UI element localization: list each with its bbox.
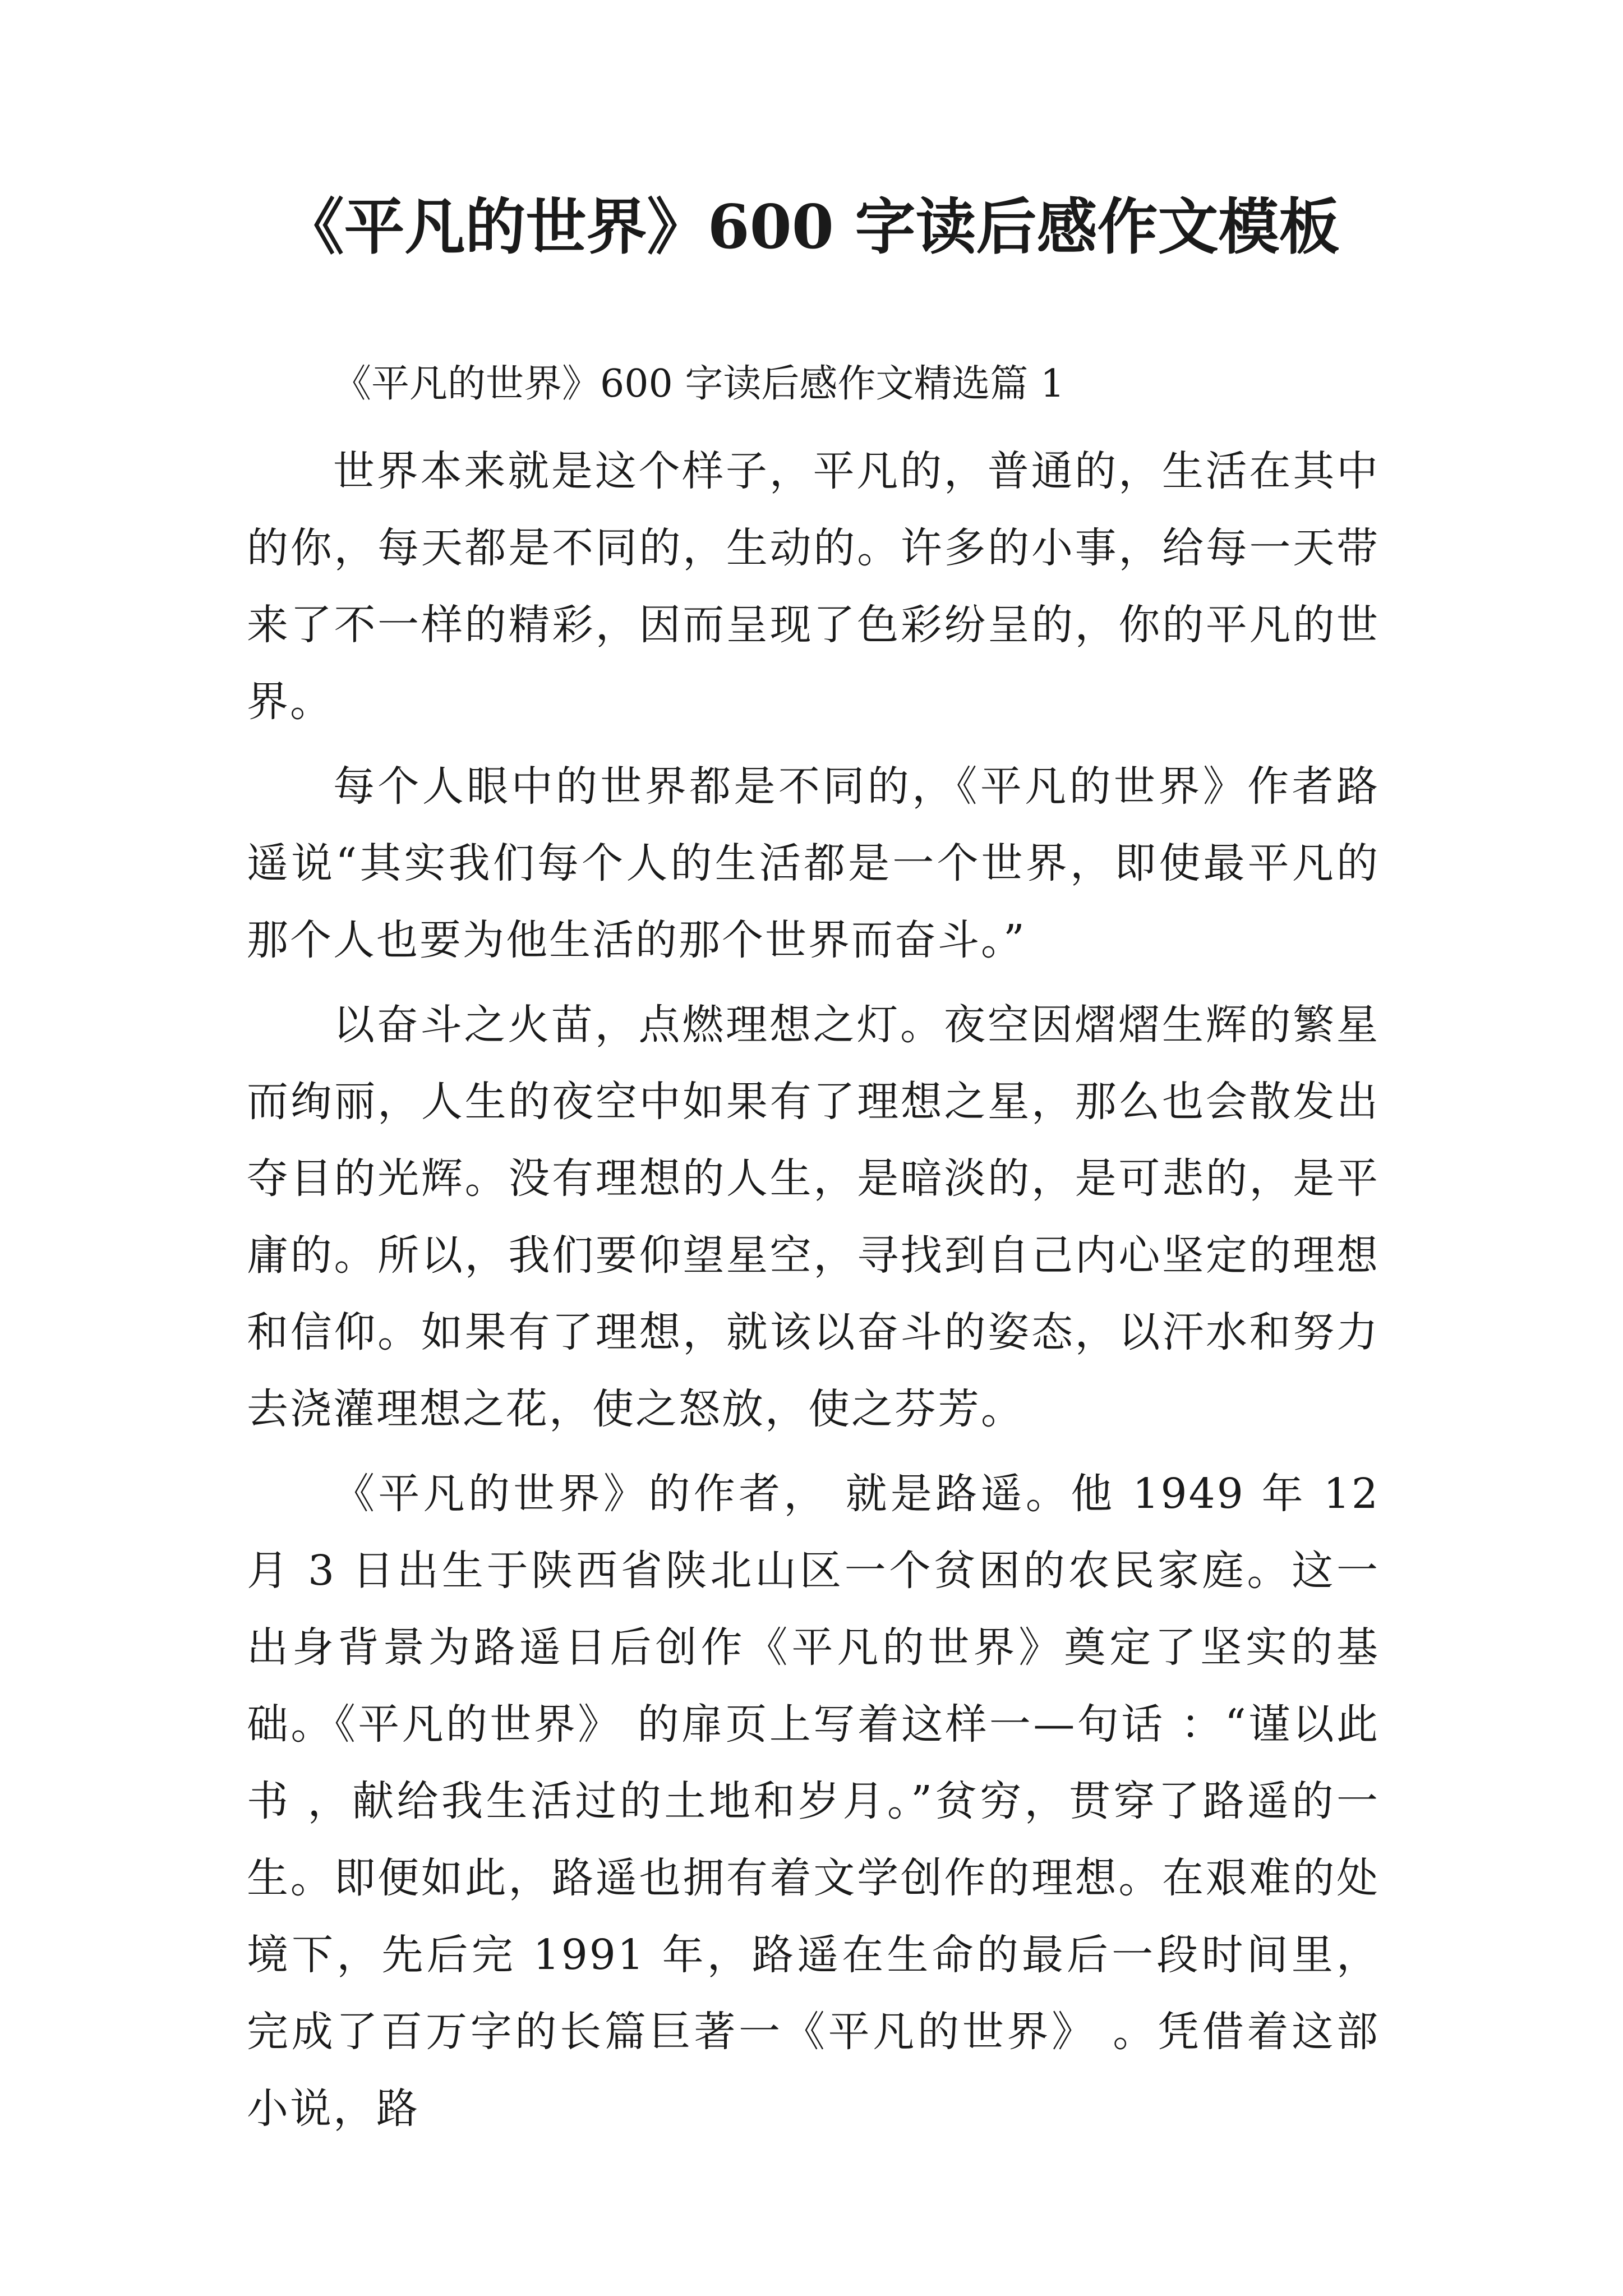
paragraph-1: 世界本来就是这个样子，平凡的，普通的，生活在其中的你，每天都是不同的，生动的。许多的小事，给每一天带来了不一样的精彩，因而呈现了色彩纷呈的，你的平凡的世界。 <box>247 447 1380 726</box>
section-heading: 《平凡的世界》600 字读后感作文精选篇 1 <box>333 362 1065 406</box>
paragraph-4: 《平凡的世界》的作者， 就是路遥。他 1949 年 12 月 3 日出生于陕西省陕北山区一个贫困的农民家庭。这一出身背景为路遥日后创作《平凡的世界》奠定了坚实的基础。《平凡的世界》 的扉页上写着这样一—句话 ：“谨以此书 ，献给我生活过的土地和岁月。”贫穷，贯穿了路遥的一生。即便如此，路遥也拥有着文学创作的理想。在艰难的处境下，先后完 1991 年，路遥在生命的最后一段时间里， 完成了百万字的长篇巨著一《平凡的世界》 。凭借着这部小说，路 <box>247 1470 1380 2133</box>
paragraph-2: 每个人眼中的世界都是不同的，《平凡的世界》作者路遥说“其实我们每个人的生活都是一个世界，即使最平凡的那个人也要为他生活的那个世界而奋斗。” <box>247 762 1380 964</box>
document-title: 《平凡的世界》600 字读后感作文模板 <box>283 192 1340 263</box>
paragraph-3: 以奋斗之火苗，点燃理想之灯。夜空因熠熠生辉的繁星而绚丽，人生的夜空中如果有了理想之星，那么也会散发出夺目的光辉。没有理想的人生，是暗淡的，是可悲的，是平庸的。所以，我们要仰望星空，寻找到自己内心坚定的理想和信仰。如果有了理想，就该以奋斗的姿态，以汗水和努力去浇灌理想之花，使之怒放，使之芬芳。 <box>247 1001 1380 1433</box>
document-body <box>247 348 1380 2155</box>
